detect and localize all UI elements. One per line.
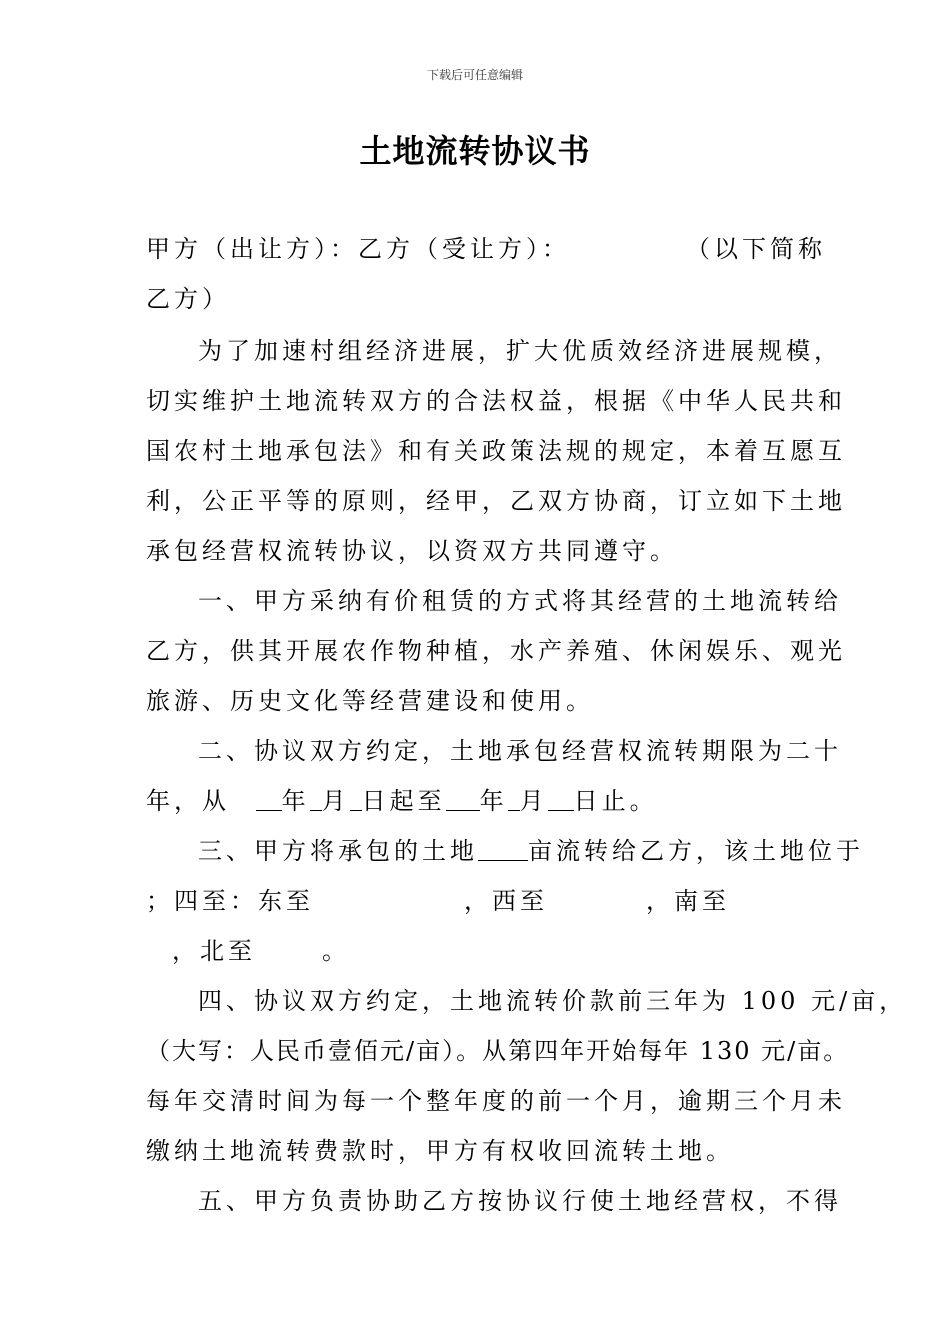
parties-text: 甲方（出让方）：乙方（受让方）： — [146, 235, 570, 263]
text-fragment: 日止。 — [573, 787, 658, 815]
text-fragment: 日起至 — [361, 787, 446, 815]
paragraph-intro-line: 为了加速村组经济进展，扩大优质效经济进展规模， — [198, 337, 842, 365]
text-line: 利，公正平等的原则，经甲，乙双方协商，订立如下土地 — [146, 487, 846, 515]
text-fragment: 年，从 — [146, 787, 230, 815]
text-fragment: 月 — [519, 787, 548, 815]
text-fragment: 。 — [322, 937, 350, 965]
clause-1-line: 一、甲方采纳有价租赁的方式将其经营的土地流转给 — [198, 587, 842, 615]
abbrev-text: （以下简称 — [686, 235, 826, 263]
parties-line — [146, 234, 826, 264]
text-fragment: 月 — [321, 787, 350, 815]
blank-day-end — [548, 788, 574, 811]
text-fragment: ，南至 — [646, 887, 730, 915]
text-line: 国农村土地承包法》和有关政策法规的规定，本着互愿互 — [146, 437, 846, 465]
boundaries-line — [146, 886, 826, 916]
blank-day-start — [350, 788, 362, 811]
document-title: 土地流转协议书 — [359, 132, 591, 170]
text-fragment: 年 — [281, 787, 310, 815]
term-dates-line — [146, 786, 826, 816]
clause-2-line: 二、协议双方约定，土地承包经营权流转期限为二十 — [198, 737, 842, 765]
text-line: 缴纳土地流转费款时，甲方有权收回流转土地。 — [146, 1137, 734, 1165]
text-fragment: ，北至 — [172, 937, 256, 965]
text-line: 旅游、历史文化等经营建设和使用。 — [146, 687, 594, 715]
blank-acreage — [478, 838, 528, 861]
blank-month-end — [508, 788, 520, 811]
blank-year-end — [446, 788, 480, 811]
clause-5-line: 五、甲方负责协助乙方按协议行使土地经营权，不得 — [198, 1187, 842, 1215]
blank-year-start — [256, 788, 282, 811]
text-fragment: 年 — [479, 787, 508, 815]
text-line: 切实维护土地流转双方的合法权益，根据《中华人民共和 — [146, 387, 846, 415]
text-fragment: 三、甲方将承包的土地 — [198, 837, 478, 865]
page-header-note: 下载后可任意编辑 — [426, 68, 523, 82]
text-fragment: 亩流转给乙方，该土地位于 — [528, 837, 864, 865]
clause-4-line: 四、协议双方约定，土地流转价款前三年为 100 元/亩， — [198, 987, 908, 1015]
text-line: 每年交清时间为每一个整年度的前一个月，逾期三个月未 — [146, 1087, 846, 1115]
text-fragment: ；四至：东至 — [146, 887, 314, 915]
text-line: 承包经营权流转协议，以资双方共同遵守。 — [146, 537, 678, 565]
text-line: （大写：人民币壹佰元/亩）。从第四年开始每年 130 元/亩。 — [146, 1037, 850, 1065]
clause-3-line — [198, 836, 878, 866]
blank-month-start — [310, 788, 322, 811]
text-line: 乙方，供其开展农作物种植，水产养殖、休闲娱乐、观光 — [146, 637, 846, 665]
text-line: 乙方） — [146, 285, 230, 313]
text-fragment: ，西至 — [464, 887, 548, 915]
